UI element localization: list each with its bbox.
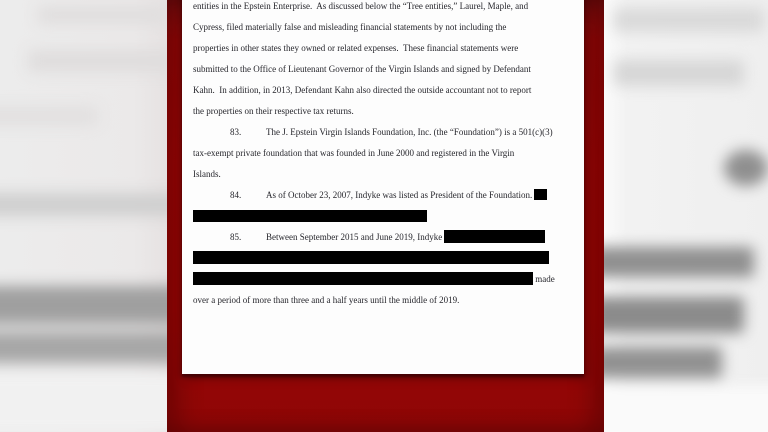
document-text: entities in the Epstein Enterprise. As discussed below the “Tree entities,” Laurel, Maple, and — [193, 1, 529, 11]
blurred-left-panel — [0, 0, 167, 432]
document-line — [193, 143, 580, 164]
document-text: Islands. — [193, 169, 221, 179]
blurred-light-area — [604, 386, 768, 432]
document-text: As of October 23, 2007, Indyke was listed as President of the Foundation. — [266, 190, 535, 200]
blurred-text-smudge — [614, 8, 764, 32]
document-line — [193, 290, 580, 311]
paragraph-number: 83. — [230, 127, 242, 137]
document-line — [193, 0, 580, 17]
document-text: submitted to the Office of Lieutenant Governor of the Virgin Islands and signed by Defendant — [193, 64, 531, 74]
document-text: properties in other states they owned or related expenses. These financial statements were — [193, 43, 519, 53]
document-line — [193, 17, 580, 38]
document-lines — [193, 0, 580, 311]
blurred-right-content — [604, 0, 768, 432]
document-text: The J. Epstein Virgin Islands Foundation, Inc. (the “Foundation”) is a 501(c)(3) — [266, 127, 553, 137]
redaction-bar — [193, 210, 427, 222]
document-text: tax-exempt private foundation that was founded in June 2000 and registered in the Virgin — [193, 148, 515, 158]
blurred-redaction-band — [0, 286, 167, 324]
document-text: Kahn. In addition, in 2013, Defendant Kahn also directed the outside accountant not to report — [193, 85, 532, 95]
document-text: made — [533, 274, 555, 284]
redaction-bar — [193, 272, 533, 285]
document-text: Between September 2015 and June 2019, Indyke — [266, 232, 445, 242]
document-line — [193, 101, 580, 122]
blurred-text-smudge — [614, 60, 744, 86]
document-line — [193, 269, 580, 290]
blurred-redaction-band — [0, 193, 167, 216]
blurred-text-smudge — [0, 106, 98, 126]
document-line — [193, 80, 580, 101]
blurred-redaction-band — [604, 347, 722, 378]
document-text: Cypress, filed materially false and misleading financial statements by not including the — [193, 22, 507, 32]
document-line — [193, 227, 580, 248]
document-line — [193, 206, 580, 227]
blurred-dark-blob — [724, 150, 768, 186]
blurred-left-content — [0, 0, 167, 432]
court-document-page — [182, 0, 584, 374]
document-line — [193, 38, 580, 59]
blurred-text-smudge — [38, 6, 167, 24]
blurred-text-smudge — [28, 50, 167, 72]
redaction-bar — [444, 230, 545, 243]
paragraph-number: 84. — [230, 190, 242, 200]
document-line — [193, 185, 580, 206]
blurred-redaction-band — [604, 247, 754, 277]
document-text: over a period of more than three and a half years until the middle of 2019. — [193, 295, 460, 305]
document-line — [193, 164, 580, 185]
blurred-redaction-band — [604, 297, 744, 333]
redaction-bar — [534, 189, 547, 200]
blurred-light-area — [0, 373, 167, 432]
paragraph-number: 85. — [230, 232, 242, 242]
blurred-right-panel — [604, 0, 768, 432]
document-line — [193, 122, 580, 143]
document-text: the properties on their respective tax returns. — [193, 106, 354, 116]
document-line — [193, 59, 580, 80]
blurred-redaction-band — [0, 332, 167, 363]
document-line — [193, 248, 580, 269]
redaction-bar — [193, 251, 549, 264]
